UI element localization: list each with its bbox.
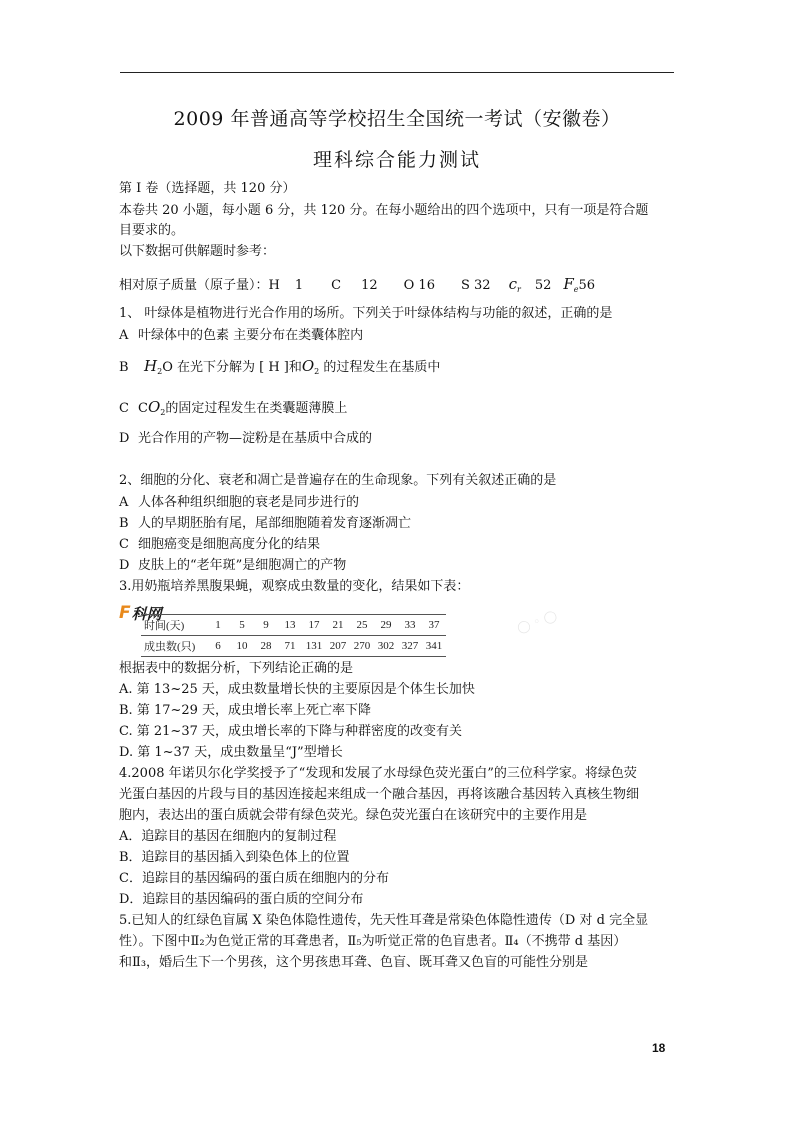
q5-stem-line-3: 和Ⅱ₃，婚后生下一个男孩，这个男孩患耳聋、色盲、既耳聋又色盲的可能性分别是 <box>119 955 589 970</box>
q3-option-b: B. 第 17~29 天，成虫增长率上死亡率下降 <box>119 703 372 718</box>
atomic-label: 相对原子质量（原子量）： <box>119 278 269 293</box>
q4-option-b: B．追踪目的基因插入到染色体上的位置 <box>119 850 350 865</box>
q2-stem: 2、细胞的分化、衰老和凋亡是普遍存在的生命现象。下列有关叙述正确的是 <box>119 473 557 488</box>
q4-option-a: A．追踪目的基因在细胞内的复制过程 <box>119 829 337 844</box>
q4-option-d: D．追踪目的基因编码的蛋白质的空间分布 <box>119 892 364 907</box>
q4-stem-line-2: 光蛋白基因的片段与目的基因连接起来组成一个融合基因，再将该融合基因转入真核生物细 <box>119 787 640 802</box>
atomic-cr: c <box>508 275 517 293</box>
atomic-cr-mass: 52 <box>534 278 552 293</box>
atomic-cr-sub: r <box>516 285 521 294</box>
q4-option-c: C．追踪目的基因编码的蛋白质在细胞内的分布 <box>119 871 389 886</box>
q3-data-table-image <box>119 603 559 653</box>
q3-option-c: C. 第 21~37 天，成虫增长率的下降与种群密度的改变有关 <box>119 724 462 739</box>
atomic-h: H <box>268 278 280 293</box>
q1-option-a: A 叶绿体中的色素 主要分布在类囊体腔内 <box>119 328 364 343</box>
atomic-o: O 16 <box>403 278 435 293</box>
q3-prompt: 根据表中的数据分析，下列结论正确的是 <box>119 661 354 676</box>
q1-option-c: C $CO_2$的固定过程发生在类囊题薄膜上 <box>119 398 348 417</box>
intro-line-2: 目要求的。 <box>119 223 185 238</box>
table-row: 时间(天) 1 5 9 13 17 21 25 29 33 37 <box>141 615 446 636</box>
atomic-fe: F <box>563 275 574 293</box>
q5-stem-line-1: 5.已知人的红绿色盲属 X 染色体隐性遗传，先天性耳聋是常染色体隐性遗传（D 对 d 完全显 <box>119 913 649 928</box>
page-title: 2009 年普通高等学校招生全国统一考试（安徽卷） <box>173 108 621 130</box>
page-number: 18 <box>652 1041 666 1055</box>
page-subtitle: 理科综合能力测试 <box>312 149 481 171</box>
q1-option-d: D 光合作用的产物—淀粉是在基质中合成的 <box>119 431 373 446</box>
intro-line-3: 以下数据可供解题时参考： <box>119 244 276 259</box>
q2-option-c: C 细胞癌变是细胞高度分化的结果 <box>119 537 321 552</box>
q3-stem: 3.用奶瓶培养黑腹果蝇，观察成虫数量的变化，结果如下表： <box>119 579 470 594</box>
q3-data-table <box>141 614 446 657</box>
q3-option-d: D. 第 1~37 天，成虫数量呈“J”型增长 <box>119 745 343 760</box>
q5-stem-line-2: 性）。下图中Ⅱ₂为色觉正常的耳聋患者，Ⅱ₅为听觉正常的色盲患者。Ⅱ₄（不携带 d 基因） <box>119 934 627 949</box>
intro-line-1: 本卷共 20 小题，每小题 6 分，共 120 分。在每小题给出的四个选项中，只有一项是符合题 <box>119 203 649 218</box>
q1-stem: 1、 叶绿体是植物进行光合作用的场所。下列关于叶绿体结构与功能的叙述，正确的是 <box>119 306 613 321</box>
q2-option-b: B 人的早期胚胎有尾，尾部细胞随着发育逐渐凋亡 <box>119 516 412 531</box>
table-row: 成虫数(只) 6 10 28 71 131 207 270 302 327 341 <box>141 636 446 657</box>
atomic-c-mass: 12 <box>361 278 378 293</box>
atomic-s: S 32 <box>460 278 491 293</box>
section-heading: 第 I 卷（选择题，共 120 分） <box>119 181 296 196</box>
logo-mark-icon: F <box>119 603 131 623</box>
q3-option-a: A. 第 13~25 天，成虫数量增长快的主要原因是个体生长加快 <box>119 682 475 697</box>
atomic-h-mass: 1 <box>294 278 304 293</box>
q4-stem-line-3: 胞内，表达出的蛋白质就会带有绿色荧光。绿色荧光蛋白在该研究中的主要作用是 <box>119 808 588 823</box>
watermark-icon: ◯ ◦ ◯ <box>514 607 559 636</box>
q1-option-b: B $H_2O$ 在光下分解为 [ H ]和$O_2$ 的过程发生在基质中 <box>119 357 441 376</box>
atomic-mass-line <box>119 275 595 299</box>
q2-option-a: A 人体各种组织细胞的衰老是同步进行的 <box>119 495 360 510</box>
header-rule <box>120 72 674 73</box>
atomic-fe-sub: e <box>573 285 579 294</box>
atomic-fe-mass: 56 <box>578 278 596 293</box>
atomic-c: C <box>331 278 342 293</box>
watermark-logo: F 科网 <box>119 603 162 623</box>
q2-option-d: D 皮肤上的“老年斑”是细胞凋亡的产物 <box>119 558 347 573</box>
q4-stem-line-1: 4.2008 年诺贝尔化学奖授予了“发现和发展了水母绿色荧光蛋白”的三位科学家。将绿色荧 <box>119 766 637 781</box>
